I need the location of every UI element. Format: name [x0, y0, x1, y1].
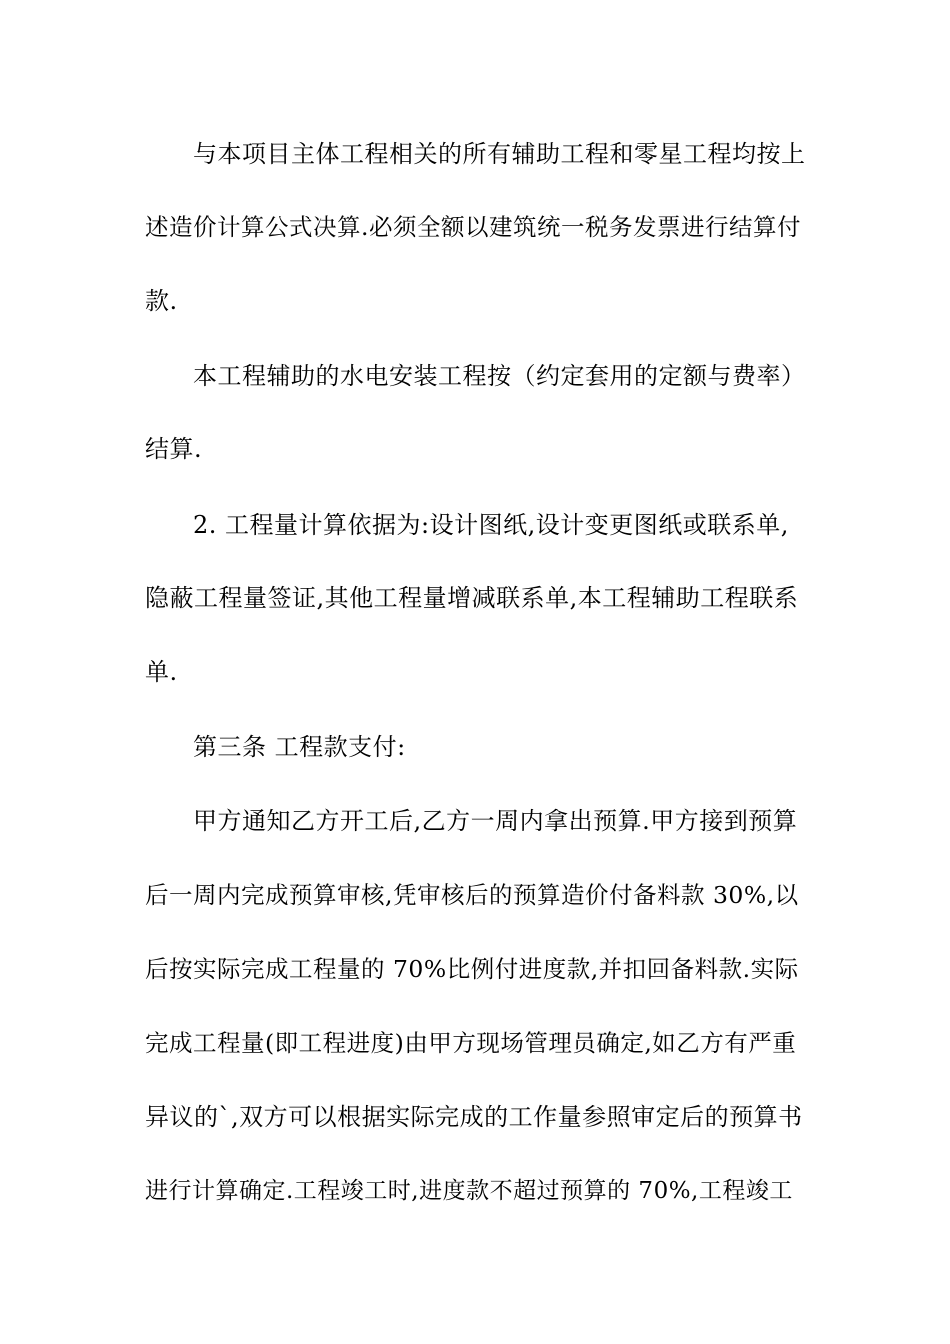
text-line: 甲方通知乙方开工后,乙方一周内拿出预算.甲方接到预算 — [193, 807, 798, 835]
text-line: 单. — [145, 658, 178, 686]
text-line: 与本项目主体工程相关的所有辅助工程和零星工程均按上 — [193, 140, 806, 168]
text-line: 隐蔽工程量签证,其他工程量增减联系单,本工程辅助工程联系 — [145, 584, 799, 612]
text-line: 完成工程量(即工程进度)由甲方现场管理员确定,如乙方有严重 — [145, 1029, 797, 1057]
text-line: 异议的`,双方可以根据实际完成的工作量参照审定后的预算书 — [145, 1103, 803, 1131]
text-line: 结算. — [145, 435, 203, 463]
text-line: 后按实际完成工程量的 70%比例付进度款,并扣回备料款.实际 — [145, 955, 799, 983]
text-line: 2. 工程量计算依据为:设计图纸,设计变更图纸或联系单, — [193, 511, 789, 539]
text-line: 本工程辅助的水电安装工程按（约定套用的定额与费率） — [193, 362, 806, 390]
text-line: 述造价计算公式决算.必须全额以建筑统一税务发票进行结算付 — [145, 213, 801, 241]
text-line: 后一周内完成预算审核,凭审核后的预算造价付备料款 30%,以 — [145, 881, 799, 909]
text-line: 款. — [145, 287, 178, 315]
section-heading: 第三条 工程款支付: — [193, 733, 406, 761]
text-line: 进行计算确定.工程竣工时,进度款不超过预算的 70%,工程竣工 — [145, 1178, 793, 1204]
